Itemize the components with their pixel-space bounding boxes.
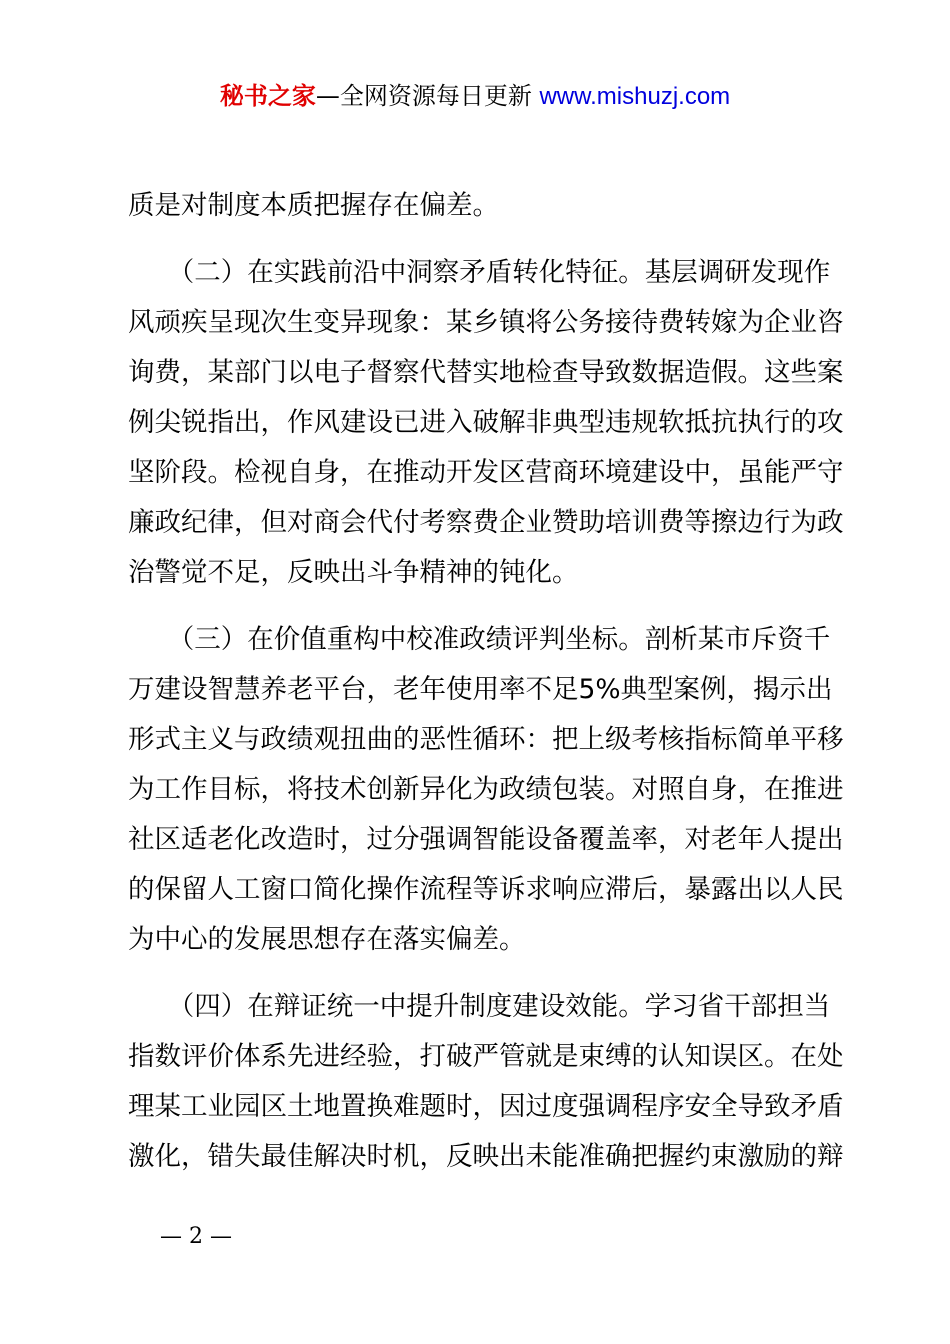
document-body [128, 181, 844, 1182]
site-header-banner [0, 80, 950, 113]
text-line: 指数评价体系先进经验，打破严管就是束缚的认知误区。在处 [128, 1041, 844, 1072]
paragraph-4 [128, 982, 844, 1182]
text-line: 例尖锐指出，作风建设已进入破解非典型违规软抵抗执行的攻 [128, 407, 844, 438]
text-line: 为中心的发展思想存在落实偏差。 [128, 924, 526, 955]
text-line: 形式主义与政绩观扭曲的恶性循环：把上级考核指标简单平移 [128, 724, 844, 755]
text-line: 风顽疾呈现次生变异现象：某乡镇将公务接待费转嫁为企业咨 [128, 307, 844, 338]
site-url-link[interactable]: www.mishuzj.com [539, 83, 731, 110]
text-line: 廉政纪律，但对商会代付考察费企业赞助培训费等擦边行为政 [128, 507, 844, 538]
brand-name: 秘书之家 [219, 82, 316, 110]
text-line: 治警觉不足，反映出斗争精神的钝化。 [128, 557, 579, 588]
text-line: 理某工业园区土地置换难题时，因过度强调程序安全导致矛盾 [128, 1091, 844, 1122]
text-line: 坚阶段。检视自身，在推动开发区营商环境建设中，虽能严守 [128, 457, 844, 488]
text-line: 询费，某部门以电子督察代替实地检查导致数据造假。这些案 [128, 357, 844, 388]
text-line: 的保留人工窗口简化操作流程等诉求响应滞后，暴露出以人民 [128, 874, 844, 905]
text-line: 质是对制度本质把握存在偏差。 [128, 190, 499, 221]
paragraph-3 [128, 615, 844, 965]
text-line: （二）在实践前沿中洞察矛盾转化特征。基层调研发现作 [128, 257, 831, 288]
paragraph-1 [128, 181, 838, 231]
text-line: 万建设智慧养老平台，老年使用率不足5%典型案例，揭示出 [128, 674, 833, 705]
text-line: 为工作目标，将技术创新异化为政绩包装。对照自身，在推进 [128, 774, 844, 805]
text-line: 激化，错失最佳解决时机，反映出未能准确把握约束激励的辩 [128, 1141, 844, 1172]
text-line: 社区适老化改造时，过分强调智能设备覆盖率，对老年人提出 [128, 824, 844, 855]
page-number: — 2 — [160, 1224, 232, 1249]
header-slogan: —全网资源每日更新 [315, 82, 540, 110]
text-line: （三）在价值重构中校准政绩评判坐标。剖析某市斥资千 [128, 624, 831, 655]
paragraph-2 [128, 248, 844, 598]
text-line: （四）在辩证统一中提升制度建设效能。学习省干部担当 [128, 991, 831, 1022]
